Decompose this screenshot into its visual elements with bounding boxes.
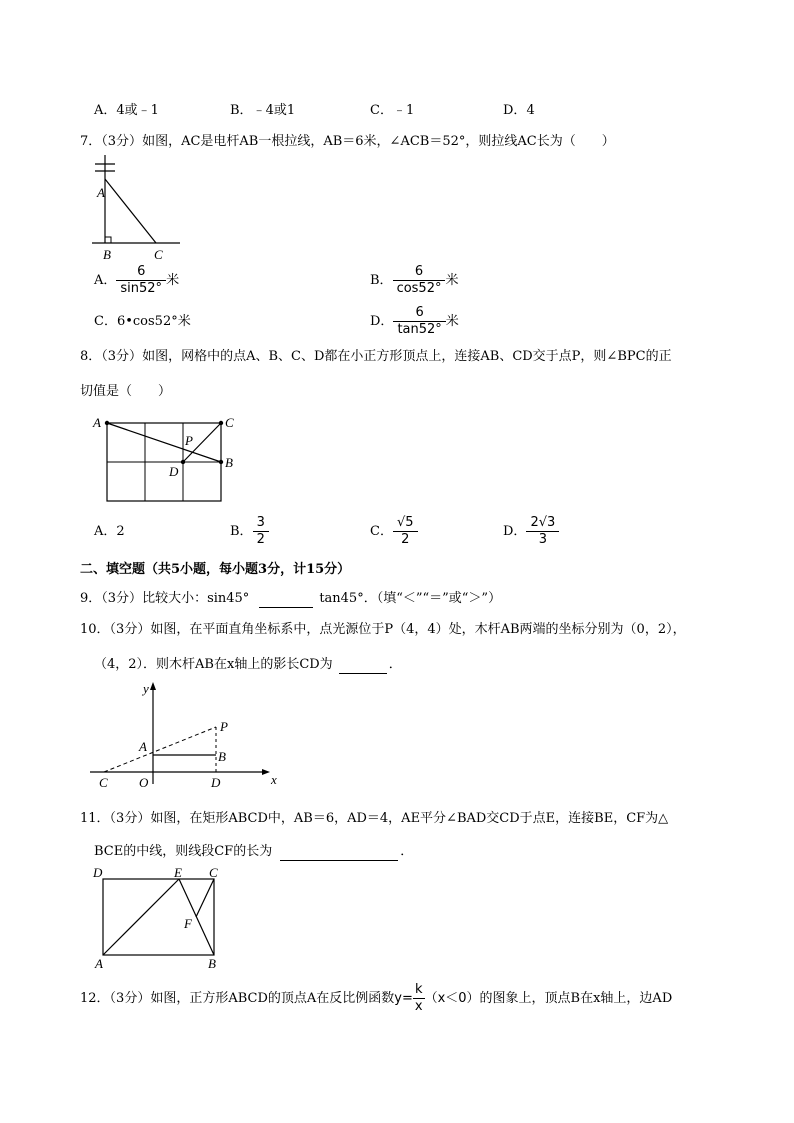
denominator: 2	[393, 531, 418, 548]
q7-stem	[80, 133, 615, 151]
q7-figure	[92, 155, 187, 265]
option-letter: B．	[230, 103, 253, 118]
q10-figure	[90, 680, 280, 792]
point-a	[105, 421, 109, 425]
segment-ae	[103, 879, 179, 955]
point-label-f: F	[184, 916, 192, 931]
question-number: 7．	[80, 134, 102, 149]
q6-option-b	[230, 102, 295, 120]
function-y: y=	[394, 991, 413, 1006]
option-letter: A．	[94, 273, 117, 288]
point-c	[219, 421, 223, 425]
q7-option-a	[94, 264, 179, 297]
q8-figure	[90, 412, 240, 507]
denominator: cos52°	[393, 280, 446, 297]
fraction	[253, 515, 269, 548]
question-score: （3分）	[101, 134, 143, 149]
fraction	[393, 515, 418, 548]
question-text: 如图，网格中的点A、B、C、D都在小正方形顶点上，连接AB、CD交于点P，则∠BPC的正	[142, 349, 672, 364]
unit: 米	[445, 314, 459, 329]
point-label-p: P	[220, 719, 228, 734]
question-text: 如图，在平面直角坐标系中，点光源位于P（4，4）处，木杆AB两端的坐标分别为（0，2），	[150, 622, 686, 637]
option-letter: B．	[230, 524, 253, 539]
numerator: 2√3	[530, 515, 556, 530]
question-text: 切值是（ ）	[80, 384, 172, 399]
option-letter: D．	[503, 524, 527, 539]
option-letter: B．	[370, 273, 393, 288]
numerator: 6	[137, 264, 146, 279]
point-label-a: A	[95, 956, 103, 971]
q10-stem-line2	[94, 656, 402, 674]
option-letter: D．	[503, 103, 527, 118]
numerator: k	[414, 982, 423, 997]
point-label-b: B	[208, 956, 216, 971]
q7-option-d	[370, 305, 459, 338]
point-label-b: B	[218, 749, 226, 764]
option-text: 6•cos52°米	[116, 314, 191, 329]
question-text: tan45°．（填“＜”“＝”或“＞”）	[319, 591, 502, 606]
axis-label-x: x	[271, 772, 277, 787]
question-score: （3分）	[109, 622, 151, 637]
q7-option-c	[94, 313, 191, 331]
q8-stem-line2	[80, 383, 171, 401]
denominator: x	[414, 999, 423, 1014]
option-letter: A．	[94, 524, 117, 539]
point-label-a: A	[93, 415, 101, 430]
point-label-d: D	[169, 464, 179, 479]
q8-stem-line1	[80, 348, 672, 366]
option-text: 4	[526, 103, 535, 118]
q6-option-a	[94, 102, 159, 120]
question-score: （3分）	[101, 349, 143, 364]
segment-ab	[107, 423, 221, 462]
question-number: 10．	[80, 622, 110, 637]
q11-stem-line2	[94, 843, 413, 861]
question-number: 9．	[80, 591, 102, 606]
section-heading: 二、填空题（共5小题，每小题3分，计15分）	[80, 562, 351, 577]
option-text: ﹣1	[392, 103, 415, 118]
q8-option-d	[503, 515, 559, 548]
right-angle-mark	[105, 237, 111, 243]
fraction	[393, 305, 445, 338]
light-ray-pc	[104, 727, 216, 772]
point-label-o: O	[139, 775, 149, 790]
point-label-d: D	[93, 865, 103, 880]
unit: 米	[445, 273, 459, 288]
answer-blank[interactable]	[259, 593, 313, 608]
numerator: 3	[256, 515, 265, 530]
point-label-c: C	[225, 415, 234, 430]
point-label-c: C	[154, 247, 163, 262]
option-letter: C．	[370, 524, 393, 539]
guy-wire-ac	[105, 179, 156, 243]
question-text: BCE的中线，则线段CF的长为	[94, 844, 273, 859]
question-text: 如图，在矩形ABCD中，AB＝6，AD＝4，AE平分∠BAD交CD于点E，连接BE，CF为△	[150, 811, 669, 826]
answer-blank[interactable]	[280, 846, 398, 861]
question-text: 的图象上，顶点B在x轴上，边AD	[479, 991, 673, 1006]
point-label-b: B	[103, 247, 111, 262]
q8-option-c	[370, 515, 418, 548]
option-text: 2	[116, 524, 125, 539]
option-text: ﹣4或1	[252, 103, 296, 118]
q7-option-b	[370, 264, 459, 297]
function-fraction	[413, 982, 425, 1015]
question-text: 如图，AC是电杆AB一根拉线，AB＝6米，∠ACB＝52°，则拉线AC长为（ ）	[142, 134, 615, 149]
point-label-p: P	[185, 433, 193, 448]
numerator: 6	[414, 264, 424, 279]
q8-option-b	[230, 515, 269, 548]
question-score: （3分）	[109, 811, 151, 826]
question-number: 8．	[80, 349, 102, 364]
answer-blank[interactable]	[339, 659, 387, 674]
option-letter: C．	[94, 314, 117, 329]
fraction	[116, 264, 166, 297]
point-d	[181, 460, 185, 464]
x-axis-arrow	[262, 769, 270, 775]
axis-label-y: y	[143, 681, 149, 696]
point-label-b: B	[225, 455, 233, 470]
rectangle-abcd	[103, 879, 214, 955]
option-letter: D．	[370, 314, 394, 329]
point-label-c: C	[99, 775, 108, 790]
fraction	[526, 515, 559, 548]
question-text: ．	[388, 657, 402, 672]
point-label-e: E	[174, 865, 182, 880]
point-label-c: C	[209, 865, 218, 880]
segment-cf	[196, 879, 214, 917]
option-text: 4或﹣1	[116, 103, 159, 118]
question-number: 11．	[80, 811, 110, 826]
q6-option-c	[370, 102, 414, 120]
q10-stem-line1	[80, 621, 686, 639]
function-condition: （x＜0）	[424, 991, 480, 1006]
denominator: tan52°	[393, 321, 445, 338]
denominator: 2	[253, 531, 269, 548]
question-text: （4，2）．则木杆AB在x轴上的影长CD为	[94, 657, 333, 672]
point-label-d: D	[211, 775, 221, 790]
y-axis-arrow	[150, 682, 156, 690]
numerator: √5	[396, 515, 414, 530]
q8-option-a	[94, 523, 125, 541]
option-letter: C．	[370, 103, 393, 118]
fraction	[393, 264, 446, 297]
q6-option-d	[503, 102, 535, 120]
point-b	[219, 460, 223, 464]
question-text: 如图，正方形ABCD的顶点A在反比例函数	[150, 991, 395, 1006]
question-score: （3分）	[109, 991, 151, 1006]
option-letter: A．	[94, 103, 117, 118]
question-text: 比较大小：sin45°	[142, 591, 250, 606]
question-score: （3分）	[101, 591, 143, 606]
denominator: 3	[526, 531, 559, 548]
q9-stem	[80, 590, 501, 608]
question-text: ．	[400, 844, 414, 859]
question-number: 12．	[80, 991, 110, 1006]
point-label-a: A	[97, 185, 105, 200]
denominator: sin52°	[116, 280, 166, 297]
unit: 米	[166, 273, 180, 288]
numerator: 6	[415, 305, 424, 320]
q11-stem-line1	[80, 810, 668, 828]
point-label-a: A	[139, 739, 147, 754]
q12-stem	[80, 982, 672, 1015]
q11-figure	[90, 864, 230, 972]
